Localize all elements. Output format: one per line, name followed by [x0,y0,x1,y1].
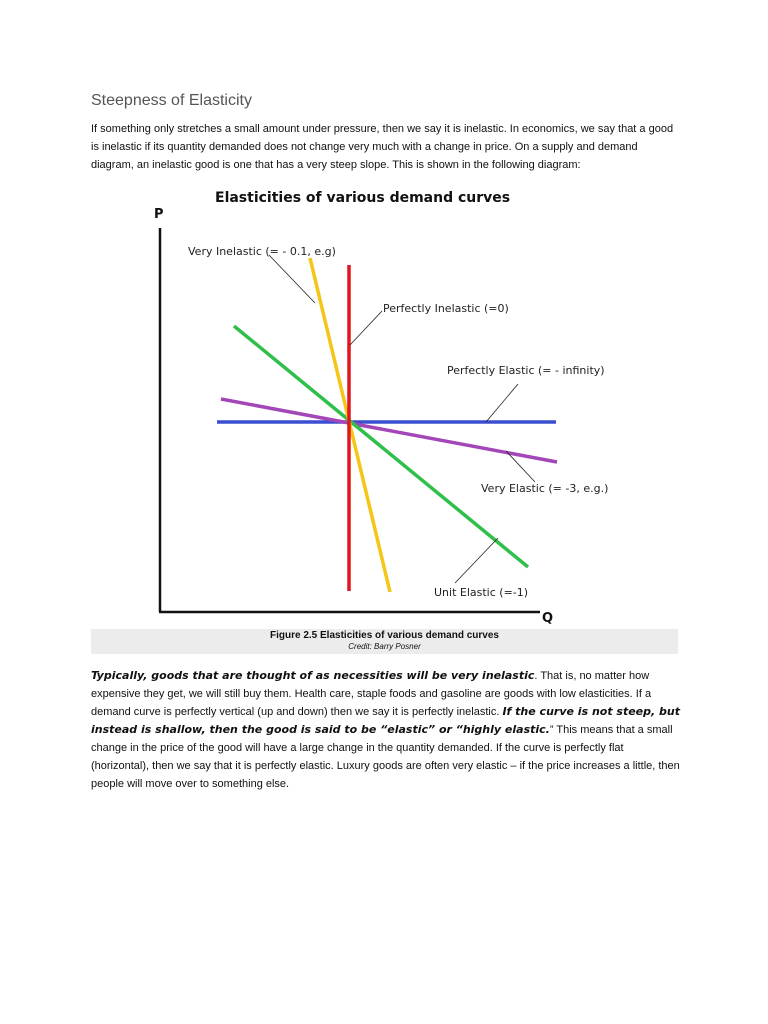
very-inelastic-label: Very Inelastic (= - 0.1, e.g) [188,245,336,258]
caption-credit: Credit: Barry Posner [348,642,421,651]
unit-elastic-label: Unit Elastic (=-1) [434,586,529,599]
caption-title: Figure 2.5 Elasticities of various demand curves [270,630,499,641]
body-text-2: ” This means that a small change in the price of the good will have a large change in the quantity demanded. If the curve is perfectly flat (horizontal), then we say that it is perfectly elastic. Luxury goods are often very elastic – if the price increases a little, then people will move over to something else. [91,724,680,790]
figure-caption [91,629,678,654]
very-elastic-label: Very Elastic (= -3, e.g.) [481,482,609,495]
emphasis-elastic: If the curve is not steep, but instead is shallow, then the good is said to be “elastic” or “highly elastic. [91,705,680,736]
intro-paragraph: If something only stretches a small amount under pressure, then we say it is inelastic. In economics, we say that a good is inelastic if its quantity demanded does not change very much with a change in price. On a supply and demand diagram, an inelastic good is one that has a very steep slope. This is shown in the following diagram: [91,123,674,171]
perfectly-elastic-leader [486,384,518,422]
perfectly-elastic-label: Perfectly Elastic (= - infinity) [447,364,605,377]
figure-title: Elasticities of various demand curves [215,190,511,206]
unit-elastic-leader [455,538,498,583]
body-paragraph [91,667,681,793]
very-inelastic-leader [269,255,315,303]
perfectly-inelastic-leader [350,311,382,345]
elasticity-figure [140,185,609,630]
body-text-1: . That is, no matter how expensive they get, we will still buy them. Health care, staple foods and gasoline are goods with low elasticities. If a demand curve is perfectly vertical (up and down) then we say it is perfectly inelastic. [91,670,652,718]
perfectly-inelastic-label: Perfectly Inelastic (=0) [383,302,509,315]
section-heading: Steepness of Elasticity [91,92,252,109]
emphasis-necessities: Typically, goods that are thought of as necessities will be very inelastic [91,669,535,682]
unit-elastic-curve [234,326,528,567]
y-axis-label: P [154,207,164,222]
elasticity-diagram [140,185,609,630]
x-axis-label: Q [542,611,554,626]
